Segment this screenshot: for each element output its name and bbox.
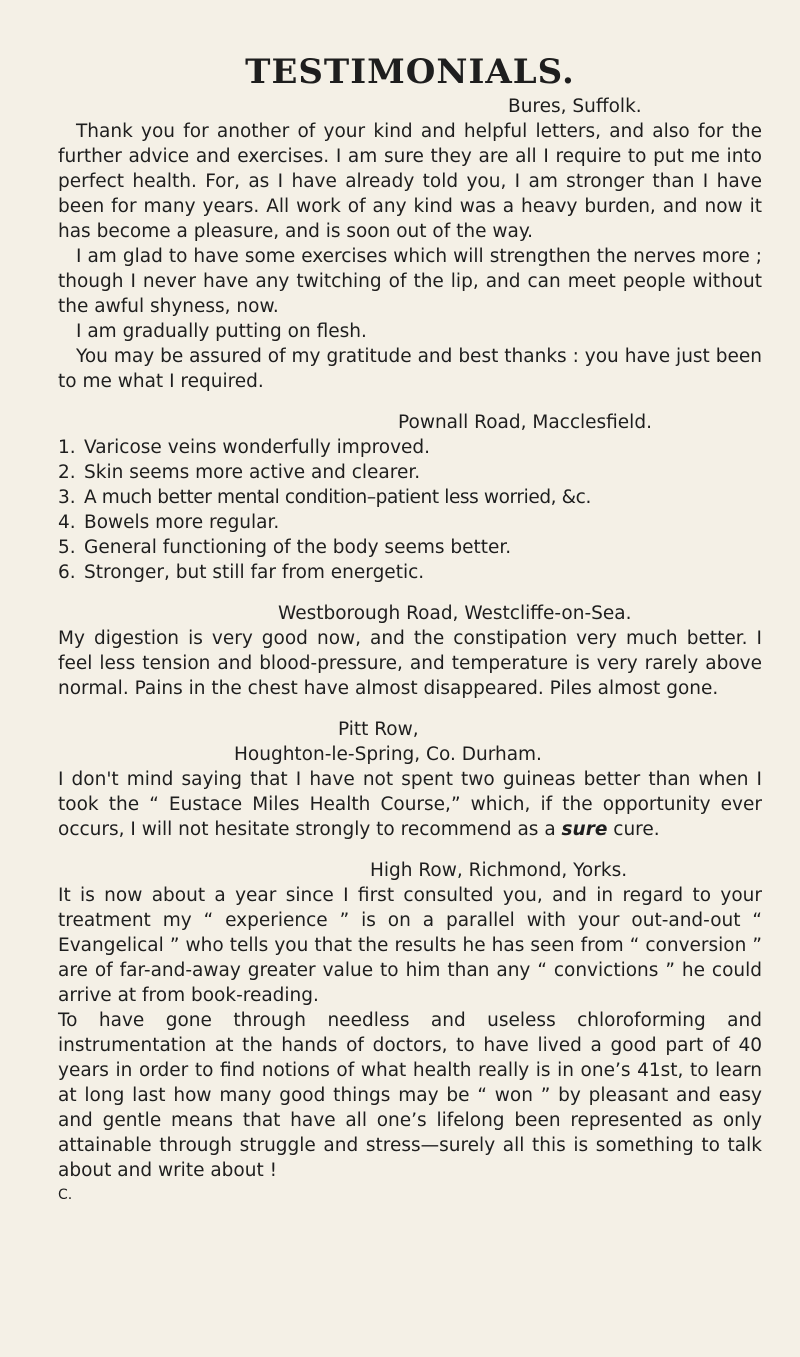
list-item: 6. Stronger, but still far from energetic. bbox=[58, 562, 425, 583]
testimonial-bures bbox=[58, 94, 762, 394]
testimonial-durham bbox=[58, 717, 762, 842]
testimonial-address: Bures, Suffolk. bbox=[508, 96, 642, 117]
testimonial-paragraph: You may be assured of my gratitude and best thanks : you have just been to me what I required. bbox=[58, 346, 762, 392]
testimonial-address: High Row, Richmond, Yorks. bbox=[370, 860, 628, 881]
testimonial-paragraph: To have gone through needless and useless chloroforming and instrumentation at the hands of doctors, to have lived a good part of 40 years in order to find notions of what health really is in one’s 41st, to learn at long last how many good things may be “ won ” by pleasant and easy and gentle means that have all one’s lifelong been represented as only attainable through struggle and stress—surely all this is something to talk about and write about ! bbox=[58, 1010, 762, 1181]
testimonial-paragraph: I am glad to have some exercises which will strengthen the nerves more ; though I never have any twitching of the lip, and can meet people without the awful shyness, now. bbox=[58, 246, 762, 317]
testimonial-paragraph: It is now about a year since I first consulted you, and in regard to your treatment my “ experience ” is on a parallel with your out-and-out “ Evangelical ” who tells you that the results he has seen from “ conversion ” are of far-and-away greater value to him than any “ convictions ” he could arrive at from book-reading. bbox=[58, 885, 762, 1006]
testimonial-paragraph: My digestion is very good now, and the constipation very much better. I feel less tension and blood-pressure, and temperature is very rarely above normal. Pains in the chest have almost disappeared. Piles almost gone. bbox=[58, 628, 762, 699]
testimonial-address: Houghton-le-Spring, Co. Durham. bbox=[234, 744, 542, 765]
testimonial-macclesfield bbox=[58, 410, 762, 585]
list-item: 4. Bowels more regular. bbox=[58, 512, 280, 533]
page-title: TESTIMONIALS. bbox=[245, 52, 575, 92]
testimonial-paragraph: I don't mind saying that I have not spent two guineas better than when I took the “ Eustace Miles Health Course,” which, if the opportunity ever occurs, I will not hesitate strongly to recommend as a sure cure. bbox=[58, 769, 762, 840]
signature-initial: C. bbox=[58, 1187, 73, 1203]
testimonial-address: Pownall Road, Macclesfield. bbox=[398, 412, 652, 433]
document-page bbox=[58, 52, 762, 1203]
list-item: 5. General functioning of the body seems better. bbox=[58, 537, 512, 558]
testimonial-paragraph: Thank you for another of your kind and helpful letters, and also for the further advice and exercises. I am sure they are all I require to put me into perfect health. For, as I have already told you, I am stronger than I have been for many years. All work of any kind was a heavy burden, and now it has become a pleasure, and is soon out of the way. bbox=[58, 121, 762, 242]
list-item: 2. Skin seems more active and clearer. bbox=[58, 462, 421, 483]
testimonial-address: Westborough Road, Westcliffe-on-Sea. bbox=[278, 603, 632, 624]
list-item: 3. A much better mental condition–patient less worried, &c. bbox=[58, 487, 591, 508]
testimonial-westcliffe bbox=[58, 601, 762, 701]
improvement-list bbox=[58, 435, 762, 585]
testimonial-richmond bbox=[58, 858, 762, 1203]
list-item: 1. Varicose veins wonderfully improved. bbox=[58, 437, 431, 458]
testimonial-paragraph: I am gradually putting on flesh. bbox=[76, 321, 367, 342]
testimonial-address: Pitt Row, bbox=[338, 719, 419, 740]
